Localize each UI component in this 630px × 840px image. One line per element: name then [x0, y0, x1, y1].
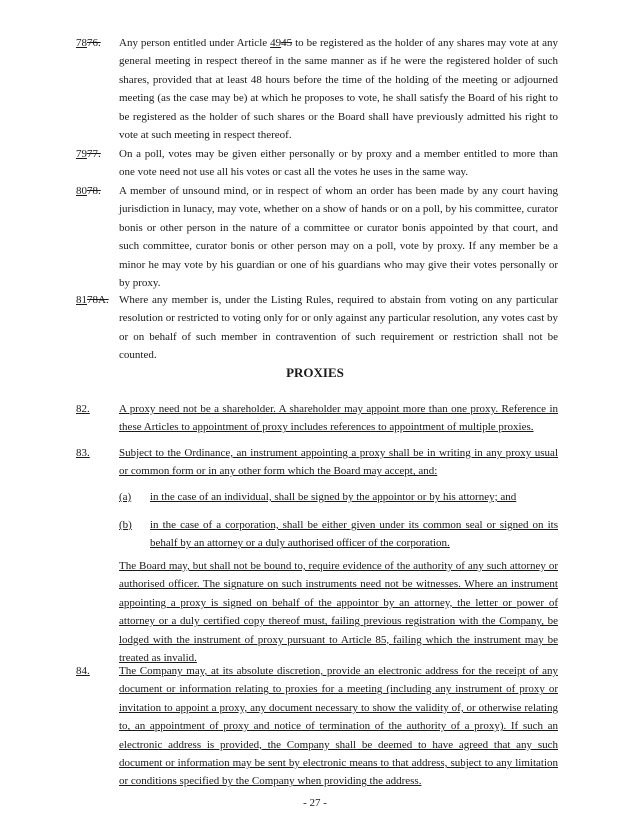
subitem-label: (a): [119, 491, 132, 503]
article-number: 83.: [76, 447, 90, 459]
article-text: A proxy need not be a shareholder. A shareholder may appoint more than one proxy. Reference in these Articles to appointment of proxy includes references to appointment of multiple proxies.: [119, 403, 558, 434]
subitem-text: in the case of an individual, shall be signed by the appointor or by his attorney; and: [150, 491, 517, 503]
page-number: - 27 -: [303, 797, 327, 809]
article-80: [76, 182, 558, 292]
section-heading: PROXIES: [286, 365, 344, 380]
article-79: [76, 145, 558, 182]
article-78: [76, 34, 558, 144]
article-text: The Company may, at its absolute discretion, provide an electronic address for the receipt of any document or information relating to proxies for a meeting (including any instrument of proxy or invitation to appoint a proxy, any document necessary to show the validity of, or otherwise relating to, an appointment of proxy and notice of termination of the authority of a proxy). If such an electronic address is provided, the Company shall be deemed to have agreed that any such document or information may be sent by electronic means to that address, subject to any limitation or conditions specified by the Company when providing the address.: [119, 665, 558, 788]
subitem-text: in the case of a corporation, shall be either given under its common seal or signed on its behalf by an attorney or a duly authorised officer of the corporation.: [150, 519, 558, 550]
article-number: 8178A.: [76, 294, 109, 306]
board-paragraph: The Board may, but shall not be bound to, require evidence of the authority of any such attorney or authorised officer. The signature on such instruments need not be witnesses. Where an instrument appointing a proxy is signed on behalf of the appointor by an attorney, the letter or power of attorney or a duly certified copy thereof must, failing previous registration with the Company, be lodged with the instrument of proxy pursuant to Article 85, failing which the instrument may be treated as invalid.: [119, 560, 558, 665]
subitem-a: [119, 488, 558, 506]
article-text: A member of unsound mind, or in respect of whom an order has been made by any court having jurisdiction in lunacy, may vote, whether on a show of hands or on a poll, by his committee, curator bonis or other person in the nature of a committee or curator bonis appointed by that court, and such committee, curator bonis or other person may on a poll, vote by proxy. If any member be a minor he may vote by his guardian or one of his guardians who may give their votes personally or by proxy.: [119, 185, 558, 290]
article-number: 82.: [76, 403, 90, 415]
subitem-b: [119, 516, 558, 553]
article-text: Subject to the Ordinance, an instrument appointing a proxy shall be in writing in any proxy usual or common form or in any other form which the Board may accept, and:: [119, 447, 558, 478]
article-82: [76, 400, 558, 437]
article-number: 84.: [76, 665, 90, 677]
article-84: [76, 662, 558, 791]
article-number: 7876.: [76, 37, 101, 49]
article-number: 8078.: [76, 185, 101, 197]
article-text: Any person entitled under Article 4945 to be registered as the holder of any shares may vote at any general meeting in respect thereof in the same manner as if he were the registered holder of such shares, provided that at least 48 hours before the time of the holding of the meeting or adjourned meeting (as the case may be) at which he proposes to vote, he shall satisfy the Board of his right to be registered as the holder of such shares or the Board shall have previously admitted his right to vote at such meeting in respect thereof.: [119, 37, 558, 142]
article-text: On a poll, votes may be given either personally or by proxy and a member entitled to more than one vote need not use all his votes or cast all the votes he uses in the same way.: [119, 148, 558, 179]
subitem-label: (b): [119, 519, 132, 531]
article-81: [76, 291, 558, 365]
article-83: [76, 444, 558, 481]
article-text: Where any member is, under the Listing Rules, required to abstain from voting on any particular resolution or restricted to voting only for or only against any particular resolution, any votes cast by or on behalf of such member in contravention of such requirement or restriction shall not be counted.: [119, 294, 558, 362]
article-number: 7977.: [76, 148, 101, 160]
